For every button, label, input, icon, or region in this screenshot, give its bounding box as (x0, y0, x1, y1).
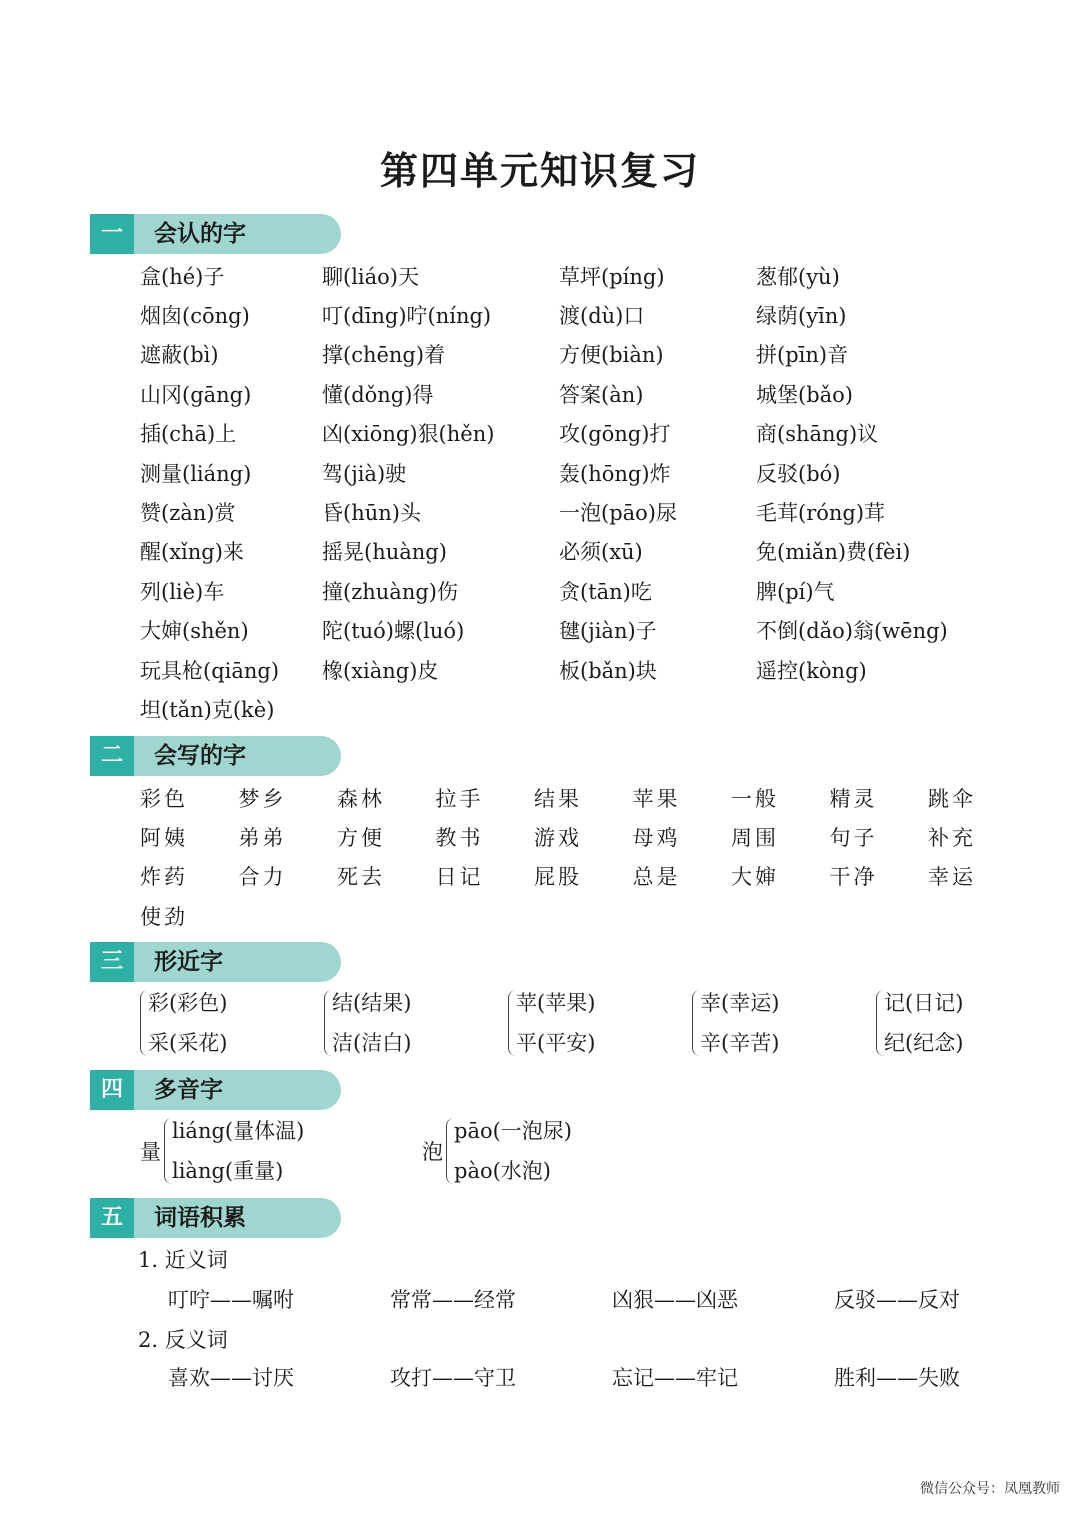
antonym-pair: 攻打——守卫 (390, 1366, 516, 1390)
recognize-row (140, 532, 986, 571)
write-word: 使劲 (140, 904, 188, 929)
recognize-item: 一泡(pāo)尿 (559, 501, 677, 526)
recognize-item: 反驳(bó) (756, 461, 841, 486)
recognize-item: 轰(hōng)炸 (559, 461, 671, 486)
recognize-item: 毽(jiàn)子 (559, 619, 657, 644)
polyphonic-reading: liàng(重量) (172, 1159, 284, 1183)
recognize-item: 方便(biàn) (559, 343, 664, 368)
recognize-item: 板(bǎn)块 (559, 658, 657, 683)
recognize-row (140, 611, 986, 650)
similar-char: 平(平安) (516, 1031, 596, 1055)
write-row (140, 817, 1027, 856)
write-word: 句子 (829, 825, 878, 850)
write-word: 森林 (337, 786, 385, 811)
recognize-item: 遮蔽(bì) (140, 343, 219, 368)
write-row (140, 857, 1027, 896)
similar-char: 采(采花) (148, 1031, 228, 1055)
write-word: 教书 (435, 825, 484, 850)
recognize-item: 插(chā)上 (140, 422, 237, 447)
recognize-item: 醒(xǐng)来 (140, 540, 244, 565)
section-number: 五 (90, 1198, 134, 1238)
recognize-row (140, 414, 986, 453)
recognize-item: 赞(zàn)赏 (140, 501, 236, 526)
section-title: 多音字 (154, 1077, 223, 1103)
recognize-item: 草坪(píng) (559, 264, 665, 289)
similar-char: 结(结果) (332, 991, 412, 1015)
recognize-item: 撑(chēng)着 (322, 343, 446, 368)
write-word: 跳伞 (928, 786, 976, 811)
antonym-heading: 2. 反义词 (138, 1328, 228, 1352)
write-word: 结果 (534, 786, 582, 811)
write-word: 周围 (731, 825, 779, 850)
polyphonic-char: 泡 (422, 1140, 443, 1164)
recognize-row (140, 453, 986, 492)
write-word: 干净 (829, 865, 878, 890)
recognize-item: 攻(gōng)打 (559, 422, 671, 447)
write-word: 屁股 (534, 865, 582, 890)
section-header-write (90, 736, 341, 776)
section-header-vocab (90, 1198, 341, 1238)
footer-credit: 微信公众号：凤凰教师 (920, 1481, 1060, 1497)
recognize-item: 撞(zhuàng)伤 (322, 579, 458, 604)
recognize-item: 橡(xiàng)皮 (322, 658, 439, 683)
recognize-item: 摇晃(huàng) (322, 540, 447, 565)
recognize-row (140, 335, 986, 374)
recognize-item: 不倒(dǎo)翁(wēng) (756, 619, 948, 644)
recognize-item: 聊(liáo)天 (322, 264, 419, 289)
recognize-row (140, 256, 986, 295)
antonym-pair: 忘记——牢记 (612, 1366, 738, 1390)
recognize-item: 懂(dǒng)得 (322, 382, 434, 407)
recognize-item: 昏(hūn)头 (322, 501, 421, 526)
polyphonic-reading: liáng(量体温) (172, 1119, 305, 1143)
recognize-item: 驾(jià)驶 (322, 461, 407, 486)
recognize-row (140, 689, 986, 728)
page-title: 第四单元知识复习 (379, 149, 700, 193)
write-row (140, 778, 1027, 817)
recognize-row (140, 374, 986, 413)
section-number: 三 (90, 942, 134, 982)
recognize-item: 玩具枪(qiāng) (140, 658, 280, 683)
similar-char: 彩(彩色) (148, 991, 228, 1015)
polyphonic-reading: pāo(一泡尿) (454, 1119, 572, 1143)
recognize-item: 免(miǎn)费(fèi) (756, 540, 911, 565)
write-grid (140, 778, 1027, 935)
similar-char: 苹(苹果) (516, 991, 596, 1015)
recognize-item: 葱郁(yù) (756, 264, 840, 289)
recognize-item: 凶(xiōng)狠(hěn) (322, 422, 495, 447)
synonym-pair: 反驳——反对 (834, 1288, 960, 1312)
write-word: 合力 (238, 865, 287, 890)
write-word: 幸运 (928, 865, 976, 890)
polyphonic-reading: pào(水泡) (454, 1159, 551, 1183)
write-word: 精灵 (829, 786, 878, 811)
recognize-item: 城堡(bǎo) (756, 382, 853, 407)
recognize-item: 答案(àn) (559, 382, 644, 407)
recognize-item: 绿荫(yīn) (756, 304, 847, 329)
recognize-item: 烟囱(cōng) (140, 304, 250, 329)
recognize-grid (140, 256, 986, 729)
recognize-item: 拼(pīn)音 (756, 343, 849, 368)
write-row (140, 896, 1027, 935)
recognize-item: 商(shāng)议 (756, 422, 879, 447)
recognize-item: 陀(tuó)螺(luó) (322, 619, 465, 644)
section-number: 一 (90, 214, 134, 254)
recognize-item: 山冈(gāng) (140, 382, 252, 407)
polyphonic-char: 量 (140, 1140, 161, 1164)
recognize-item: 渡(dù)口 (559, 304, 645, 329)
recognize-item: 必须(xū) (559, 540, 643, 565)
recognize-row (140, 492, 986, 531)
antonym-pair: 喜欢——讨厌 (168, 1366, 294, 1390)
recognize-item: 坦(tǎn)克(kè) (140, 697, 275, 722)
recognize-item: 贪(tān)吃 (559, 579, 652, 604)
section-title: 形近字 (154, 949, 223, 975)
write-word: 彩色 (140, 786, 188, 811)
recognize-item: 盒(hé)子 (140, 264, 225, 289)
section-title: 会认的字 (154, 221, 246, 247)
similar-char: 幸(幸运) (700, 991, 780, 1015)
recognize-item: 叮(dīng)咛(níng) (322, 304, 492, 329)
recognize-row (140, 295, 986, 334)
write-word: 炸药 (140, 865, 188, 890)
section-header-similar (90, 942, 341, 982)
write-word: 日记 (435, 865, 484, 890)
similar-char: 记(日记) (884, 991, 964, 1015)
write-word: 一般 (731, 786, 779, 811)
write-word: 总是 (632, 865, 681, 890)
section-header-recognize (90, 214, 341, 254)
section-number: 四 (90, 1070, 134, 1110)
section-title: 会写的字 (154, 743, 246, 769)
write-word: 补充 (928, 825, 976, 850)
synonym-heading: 1. 近义词 (138, 1248, 228, 1272)
recognize-item: 脾(pí)气 (756, 579, 835, 604)
section-header-polyphonic (90, 1070, 341, 1110)
write-word: 大婶 (731, 865, 779, 890)
write-word: 梦乡 (238, 786, 287, 811)
recognize-item: 遥控(kòng) (756, 658, 867, 683)
write-word: 阿姨 (140, 825, 188, 850)
recognize-item: 毛茸(róng)茸 (756, 501, 886, 526)
recognize-item: 测量(liáng) (140, 461, 252, 486)
write-word: 死去 (337, 865, 385, 890)
recognize-row (140, 650, 986, 689)
recognize-item: 大婶(shěn) (140, 619, 249, 644)
write-word: 弟弟 (238, 825, 287, 850)
similar-char: 洁(洁白) (332, 1031, 412, 1055)
write-word: 游戏 (534, 825, 582, 850)
synonym-pair: 常常——经常 (390, 1288, 516, 1312)
recognize-item: 列(liè)车 (140, 579, 225, 604)
similar-char: 辛(辛苦) (700, 1031, 780, 1055)
antonym-pair: 胜利——失败 (834, 1366, 960, 1390)
similar-char: 纪(纪念) (884, 1031, 964, 1055)
write-word: 拉手 (435, 786, 484, 811)
write-word: 母鸡 (632, 825, 681, 850)
section-title: 词语积累 (154, 1205, 246, 1231)
section-number: 二 (90, 736, 134, 776)
write-word: 方便 (337, 825, 385, 850)
synonym-pair: 凶狠——凶恶 (612, 1288, 738, 1312)
synonym-pair: 叮咛——嘱咐 (168, 1288, 294, 1312)
recognize-row (140, 571, 986, 610)
write-word: 苹果 (632, 786, 681, 811)
